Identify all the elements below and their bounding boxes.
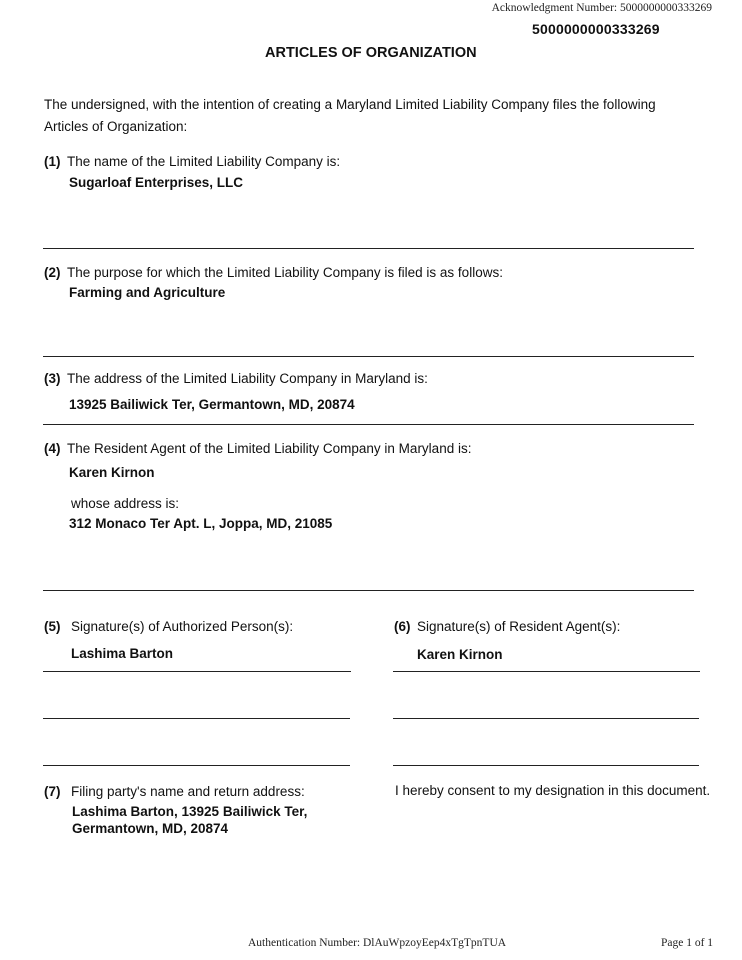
resident-agent-name: Karen Kirnon [69, 465, 155, 480]
filing-party-line-2: Germantown, MD, 20874 [72, 821, 229, 836]
divider [43, 356, 694, 357]
agent-address-label: whose address is: [71, 496, 180, 511]
document-title: ARTICLES OF ORGANIZATION [265, 45, 477, 61]
filing-party-line-1: Lashima Barton, 13925 Bailiwick Ter, [72, 804, 308, 819]
section-3-number: (3) [44, 371, 61, 386]
section-5-label: Signature(s) of Authorized Person(s): [71, 619, 294, 634]
section-4-number: (4) [44, 441, 61, 456]
signature-line [43, 671, 351, 672]
resident-agent-signature: Karen Kirnon [417, 647, 503, 662]
signature-line [43, 765, 350, 766]
llc-purpose: Farming and Agriculture [69, 285, 226, 300]
consent-statement: I hereby consent to my designation in this document. [395, 783, 711, 798]
section-7-label: Filing party's name and return address: [71, 784, 305, 799]
authentication-number: Authentication Number: DlAuWpzoyEep4xTgTpnTUA [248, 937, 507, 949]
llc-address: 13925 Bailiwick Ter, Germantown, MD, 20874 [69, 397, 355, 412]
section-7-number: (7) [44, 784, 61, 799]
section-3-label: The address of the Limited Liability Company in Maryland is: [67, 371, 428, 386]
divider [43, 590, 694, 591]
acknowledgment-label: Acknowledgment Number: 5000000000333269 [491, 2, 712, 14]
page-number: Page 1 of 1 [661, 937, 714, 949]
signature-line [393, 718, 699, 719]
section-2-number: (2) [44, 265, 61, 280]
resident-agent-address: 312 Monaco Ter Apt. L, Joppa, MD, 21085 [69, 516, 333, 531]
section-5-number: (5) [44, 619, 61, 634]
authorized-person-signature: Lashima Barton [71, 646, 174, 661]
signature-line [43, 718, 350, 719]
divider [43, 424, 694, 425]
signature-line [393, 765, 699, 766]
signature-line [393, 671, 700, 672]
acknowledgment-number: 5000000000333269 [532, 21, 660, 37]
divider [43, 248, 694, 249]
section-1-number: (1) [44, 154, 61, 169]
intro-line-1: The undersigned, with the intention of creating a Maryland Limited Liability Company files the following [44, 97, 656, 112]
intro-line-2: Articles of Organization: [44, 119, 188, 134]
section-6-label: Signature(s) of Resident Agent(s): [417, 619, 621, 634]
llc-name: Sugarloaf Enterprises, LLC [69, 175, 244, 190]
section-6-number: (6) [394, 619, 411, 634]
section-4-label: The Resident Agent of the Limited Liability Company in Maryland is: [67, 441, 472, 456]
section-1-label: The name of the Limited Liability Company is: [67, 154, 341, 169]
section-2-label: The purpose for which the Limited Liability Company is filed is as follows: [67, 265, 503, 280]
